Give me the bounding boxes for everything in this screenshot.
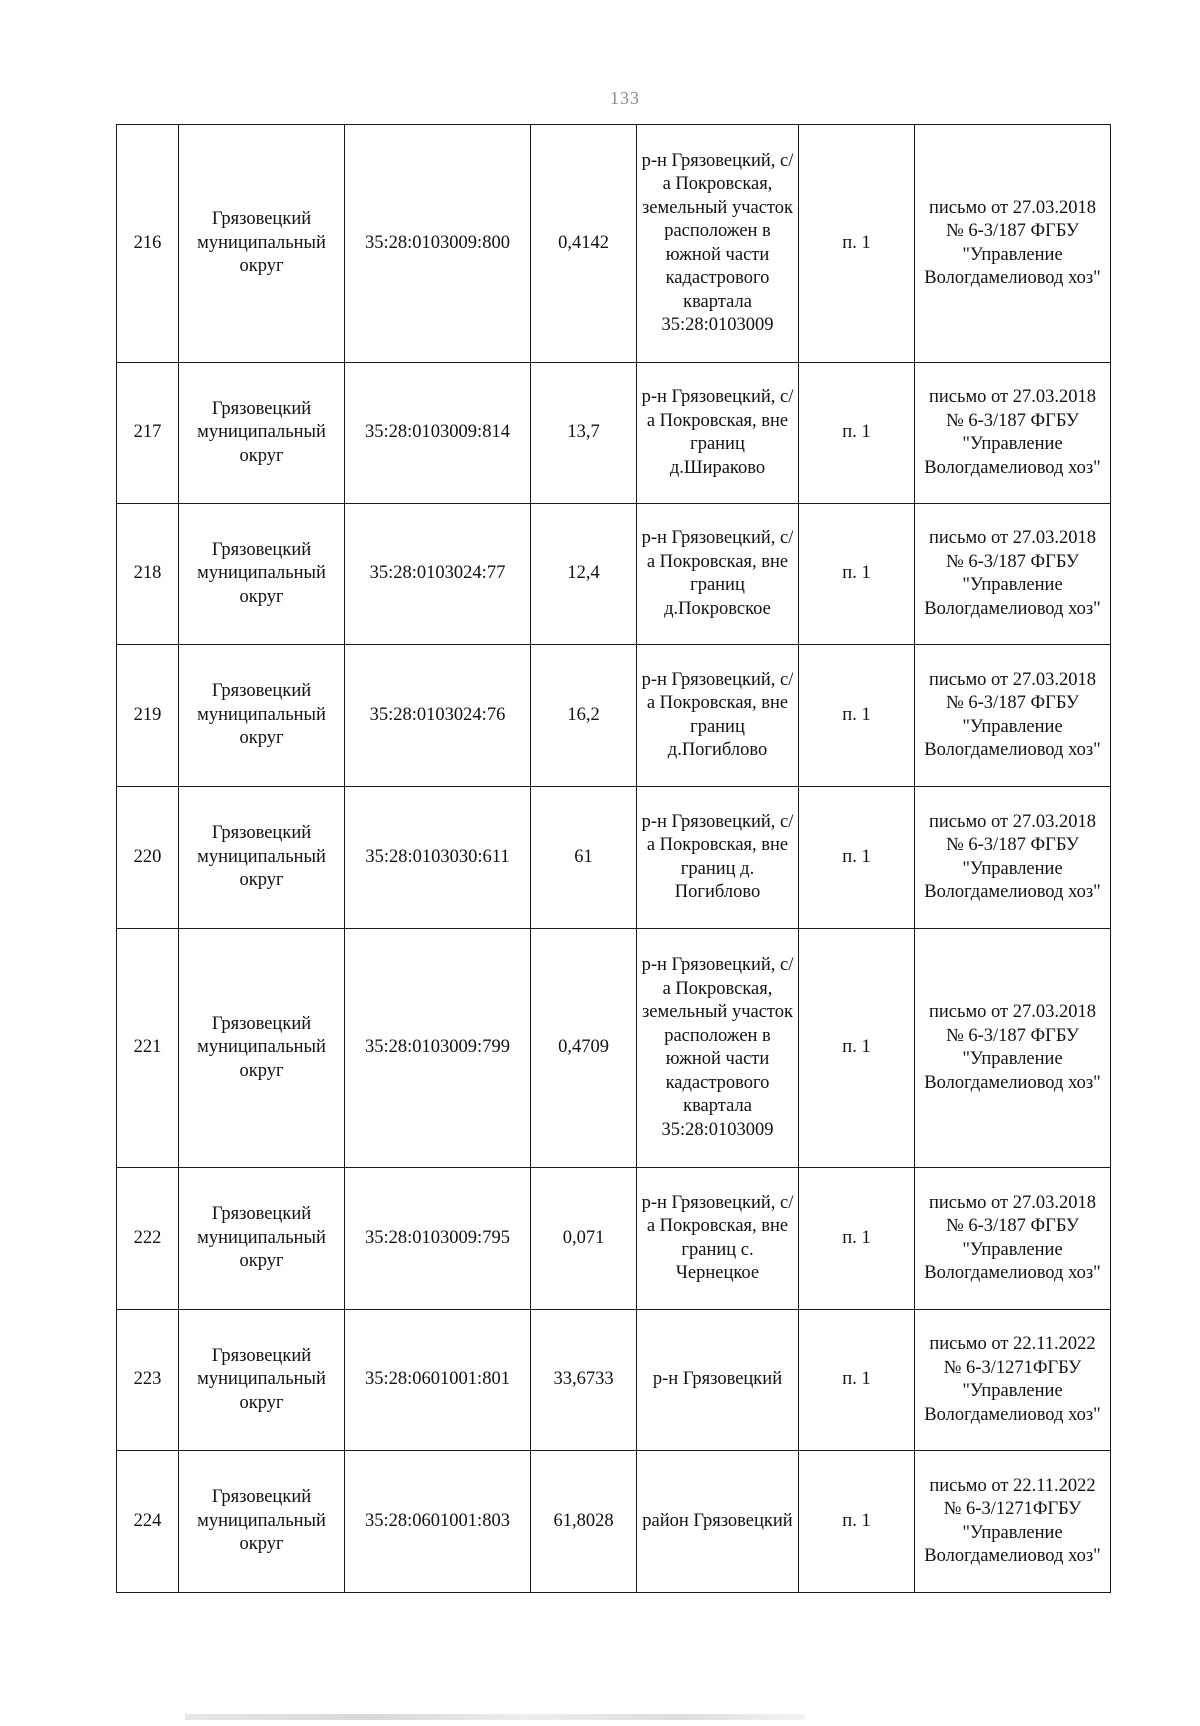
row-number: 220	[117, 787, 179, 929]
row-number: 224	[117, 1451, 179, 1593]
scan-artifact	[185, 1714, 805, 1720]
cadastral-number-cell: 35:28:0601001:801	[345, 1310, 531, 1451]
cadastral-number-cell: 35:28:0103009:814	[345, 363, 531, 504]
district-cell: Грязовецкий муниципальный округ	[179, 1310, 345, 1451]
area-cell: 61	[531, 787, 637, 929]
cadastral-number-cell: 35:28:0103009:799	[345, 929, 531, 1168]
area-cell: 16,2	[531, 645, 637, 787]
row-number: 216	[117, 125, 179, 363]
page-number: 133	[610, 88, 640, 108]
row-number: 218	[117, 504, 179, 645]
table-row	[117, 363, 1111, 504]
address-cell: р-н Грязовецкий, с/а Покровская, вне границ д.Погиблово	[637, 645, 799, 787]
point-cell: п. 1	[799, 363, 915, 504]
basis-cell: письмо от 27.03.2018 № 6-3/187 ФГБУ "Управление Вологдамелиовод хоз"	[915, 787, 1111, 929]
table-row	[117, 1310, 1111, 1451]
area-cell: 0,4142	[531, 125, 637, 363]
row-number: 217	[117, 363, 179, 504]
district-cell: Грязовецкий муниципальный округ	[179, 645, 345, 787]
cadastral-number-cell: 35:28:0103030:611	[345, 787, 531, 929]
land-plots-table	[116, 124, 1111, 1593]
area-cell: 12,4	[531, 504, 637, 645]
basis-cell: письмо от 27.03.2018 № 6-3/187 ФГБУ "Управление Вологдамелиовод хоз"	[915, 1168, 1111, 1310]
table-row	[117, 1451, 1111, 1593]
point-cell: п. 1	[799, 929, 915, 1168]
basis-cell: письмо от 22.11.2022 № 6-3/1271ФГБУ "Управление Вологдамелиовод хоз"	[915, 1310, 1111, 1451]
basis-cell: письмо от 27.03.2018 № 6-3/187 ФГБУ "Управление Вологдамелиовод хоз"	[915, 125, 1111, 363]
point-cell: п. 1	[799, 1168, 915, 1310]
point-cell: п. 1	[799, 125, 915, 363]
address-cell: р-н Грязовецкий, с/а Покровская, вне границ д.Покровское	[637, 504, 799, 645]
table-row	[117, 125, 1111, 363]
row-number: 221	[117, 929, 179, 1168]
address-cell: р-н Грязовецкий, с/а Покровская, земельный участок расположен в южной части кадастрового квартала 35:28:0103009	[637, 929, 799, 1168]
area-cell: 33,6733	[531, 1310, 637, 1451]
point-cell: п. 1	[799, 1310, 915, 1451]
district-cell: Грязовецкий муниципальный округ	[179, 1451, 345, 1593]
district-cell: Грязовецкий муниципальный округ	[179, 929, 345, 1168]
table-row	[117, 787, 1111, 929]
point-cell: п. 1	[799, 1451, 915, 1593]
cadastral-number-cell: 35:28:0103024:76	[345, 645, 531, 787]
table-row	[117, 1168, 1111, 1310]
cadastral-number-cell: 35:28:0103024:77	[345, 504, 531, 645]
address-cell: район Грязовецкий	[637, 1451, 799, 1593]
table-row	[117, 645, 1111, 787]
address-cell: р-н Грязовецкий	[637, 1310, 799, 1451]
basis-cell: письмо от 22.11.2022 № 6-3/1271ФГБУ "Управление Вологдамелиовод хоз"	[915, 1451, 1111, 1593]
cadastral-number-cell: 35:28:0103009:800	[345, 125, 531, 363]
area-cell: 61,8028	[531, 1451, 637, 1593]
basis-cell: письмо от 27.03.2018 № 6-3/187 ФГБУ "Управление Вологдамелиовод хоз"	[915, 363, 1111, 504]
point-cell: п. 1	[799, 504, 915, 645]
address-cell: р-н Грязовецкий, с/а Покровская, вне границ д.Шираково	[637, 363, 799, 504]
area-cell: 13,7	[531, 363, 637, 504]
row-number: 223	[117, 1310, 179, 1451]
table-row	[117, 929, 1111, 1168]
area-cell: 0,4709	[531, 929, 637, 1168]
table-row	[117, 504, 1111, 645]
district-cell: Грязовецкий муниципальный округ	[179, 1168, 345, 1310]
area-cell: 0,071	[531, 1168, 637, 1310]
address-cell: р-н Грязовецкий, с/а Покровская, вне границ д. Погиблово	[637, 787, 799, 929]
row-number: 219	[117, 645, 179, 787]
address-cell: р-н Грязовецкий, с/а Покровская, земельный участок расположен в южной части кадастрового квартала 35:28:0103009	[637, 125, 799, 363]
district-cell: Грязовецкий муниципальный округ	[179, 363, 345, 504]
basis-cell: письмо от 27.03.2018 № 6-3/187 ФГБУ "Управление Вологдамелиовод хоз"	[915, 504, 1111, 645]
basis-cell: письмо от 27.03.2018 № 6-3/187 ФГБУ "Управление Вологдамелиовод хоз"	[915, 929, 1111, 1168]
address-cell: р-н Грязовецкий, с/а Покровская, вне границ с. Чернецкое	[637, 1168, 799, 1310]
point-cell: п. 1	[799, 787, 915, 929]
point-cell: п. 1	[799, 645, 915, 787]
district-cell: Грязовецкий муниципальный округ	[179, 125, 345, 363]
district-cell: Грязовецкий муниципальный округ	[179, 504, 345, 645]
cadastral-number-cell: 35:28:0601001:803	[345, 1451, 531, 1593]
row-number: 222	[117, 1168, 179, 1310]
cadastral-number-cell: 35:28:0103009:795	[345, 1168, 531, 1310]
basis-cell: письмо от 27.03.2018 № 6-3/187 ФГБУ "Управление Вологдамелиовод хоз"	[915, 645, 1111, 787]
district-cell: Грязовецкий муниципальный округ	[179, 787, 345, 929]
